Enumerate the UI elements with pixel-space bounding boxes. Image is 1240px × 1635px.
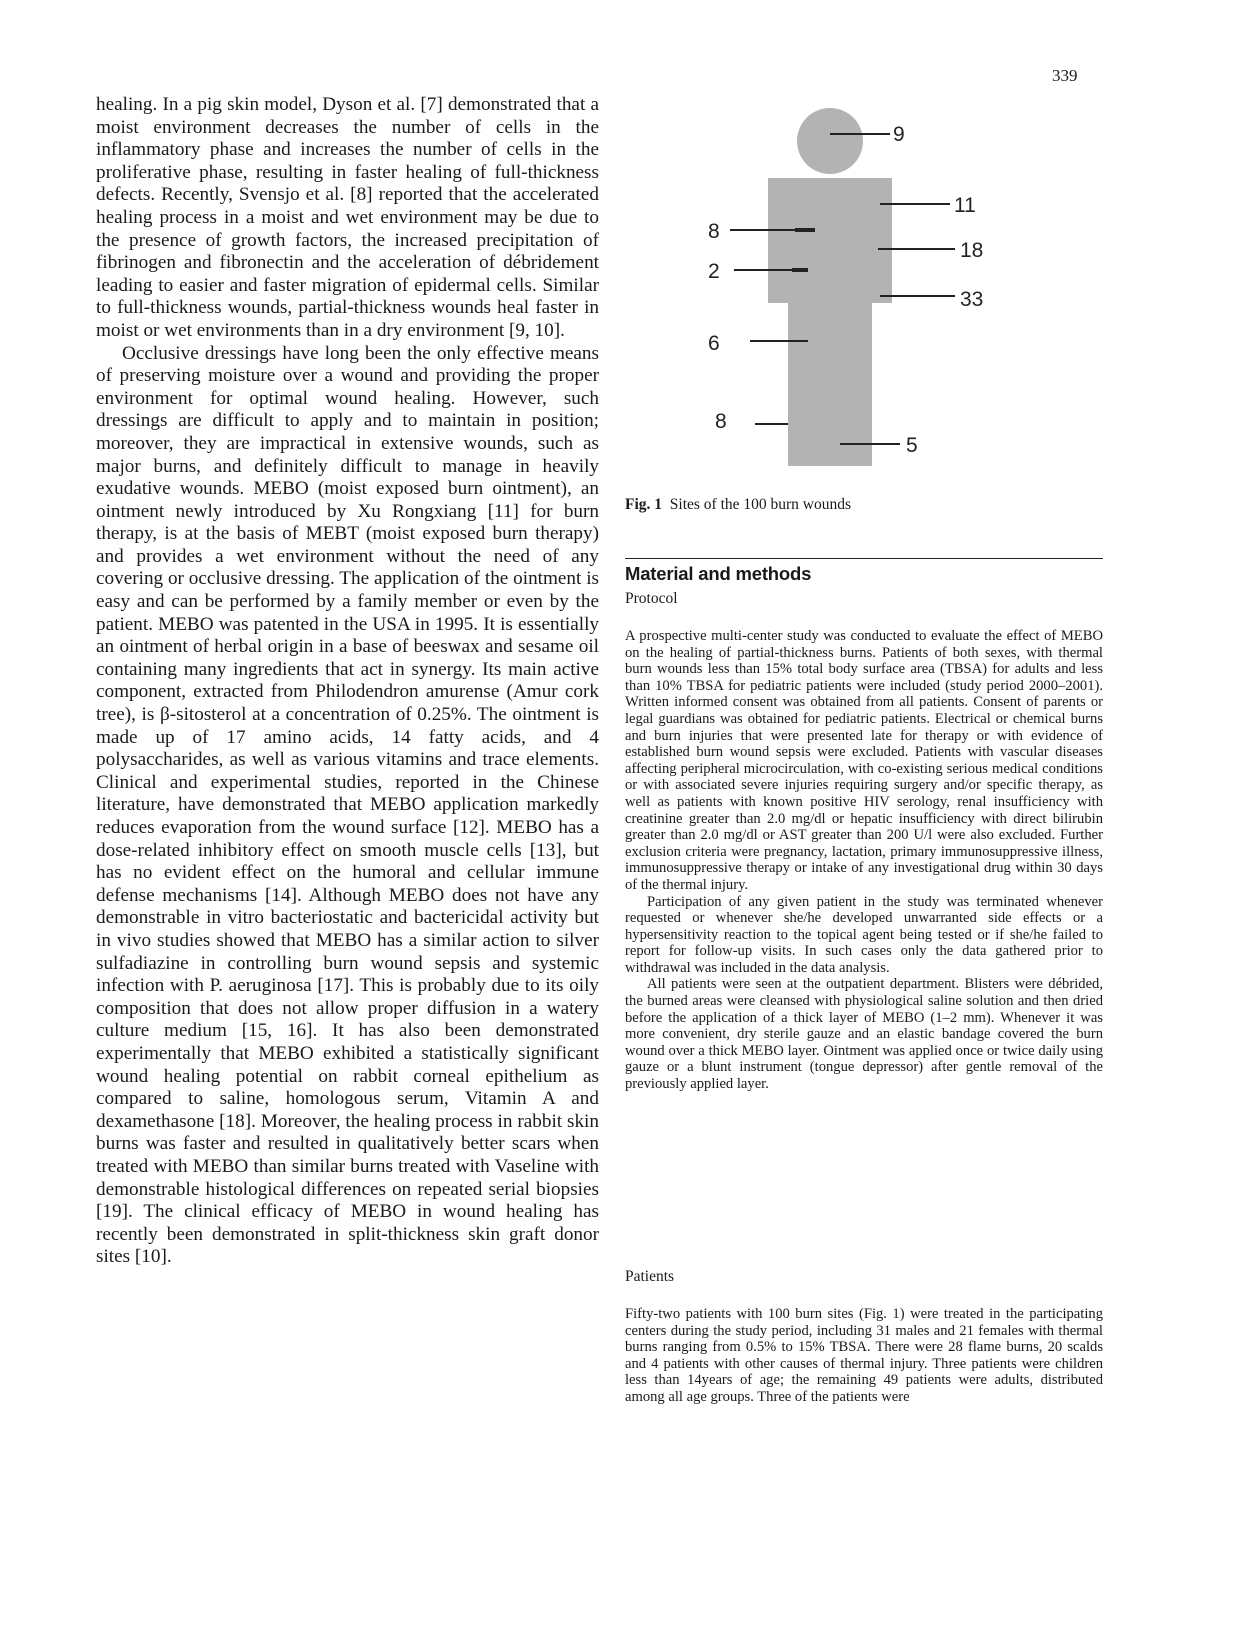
page-number: 339 xyxy=(1052,66,1078,85)
patients-text xyxy=(625,1306,1103,1406)
figure-burn-sites xyxy=(700,106,1040,476)
label-right-shoulder: 11 xyxy=(954,194,976,217)
body-paragraph: A prospective multi-center study was conducted to evaluate the effect of MEBO on the healing of partial-thickness burns. Patients of both sexes, with thermal burn wounds less than 15% total body surface area (TBSA) for adults and less than 10% TBSA for pediatric patients were included (study period 2000–2001). Written informed consent was obtained from all patients. Consent of parents or legal guardians was obtained for pediatric patients. Electrical or chemical burns and burn injuries that were presented late for therapy or with evidence of established burn wound sepsis were excluded. Patients with vascular diseases affecting peripheral microcirculation, with co-existing serious medical conditions or with associated severe injuries requiring surgery and/or specific therapy, as well as patients with known positive HIV serology, renal insufficiency with creatinine greater than 2.0 mg/dl or hepatic insufficiency with direct bilirubin greater than 2.0 mg/dl or AST greater than 200 U/l were also excluded. Further exclusion criteria were pregnancy, lactation, primary immunosuppressive illness, immunosuppressive therapy or intake of any investigational drug within 30 days of the thermal injury. xyxy=(625,628,1103,893)
label-left-leg: 8 xyxy=(715,410,727,433)
protocol-text xyxy=(625,628,1103,1093)
body-paragraph: Occlusive dressings have long been the only effective means of preserving moisture over a wound and providing the proper environment for optimal wound healing. However, such dressings are difficult to apply and to maintain in position; moreover, they are impractical in extensive wounds, such as major burns, and definitely difficult to manage in heavily exudative wounds. MEBO (moist exposed burn ointment), an ointment newly introduced by Xu Rongxiang [11] for burn therapy, is at the basis of MEBT (moist exposed burn therapy) and provides a wet environment without the need of any covering or occlusive dressing. The application of the ointment is easy and can be performed by a family member or even by the patient. MEBO was patented in the USA in 1995. It is essentially an ointment of herbal origin in a base of beeswax and sesame oil containing many ingredients that act in synergy. Its main active component, extracted from Philodendron amurense (Amur cork tree), is β-sitosterol at a concentration of 0.25%. The ointment is made up of 17 amino acids, 14 fatty acids, and 4 polysaccharides, as well as various vitamins and trace elements. Clinical and experimental studies, reported in the Chinese literature, have demonstrated that MEBO application markedly reduces evaporation from the wound surface [12]. MEBO has a dose-related inhibitory effect on smooth muscle cells [13], but has no evident effect on the humoral and cellular immune defense mechanisms [14]. Although MEBO does not have any demonstrable in vitro bacteriostatic and bactericidal activity but in vivo studies showed that MEBO has a similar action to silver sulfadiazine in controlling burn wound sepsis and systemic infection with P. aeruginosa [17]. This is probably due to its oily composition that does not allow proper diffusion in a watery culture medium [15, 16]. It has also been demonstrated experimentally that MEBO exhibited a statistically significant wound healing potential on rabbit corneal epithelium as compared to saline, homologous serum, Vitamin A and dexamethasone [18]. Moreover, the healing process in rabbit skin burns was faster and resulted in qualitatively better scars when treated with MEBO than similar burns treated with Vaseline with demonstrable histological differences on repeated serial biopsies [19]. The clinical efficacy of MEBO in wound healing has recently been demonstrated in split-thickness skin graft donor sites [10]. xyxy=(96,342,599,1268)
figure-caption-label: Fig. 1 xyxy=(625,496,663,513)
label-head: 9 xyxy=(893,123,905,146)
body-paragraph: healing. In a pig skin model, Dyson et al. [7] demonstrated that a moist environment decreases the number of cells in the inflammatory phase and increases the number of cells in the proliferative phase, resulting in faster healing of full-thickness defects. Recently, Svensjo et al. [8] reported that the accelerated healing process in a moist and wet environment may be due to the presence of growth factors, the increased precipitation of fibrinogen and fibronectin and the acceleration of débridement leading to easier and faster migration of epidermal cells. Similar to full-thickness wounds, partial-thickness wounds heal faster in moist or wet environments than in a dry environment [9, 10]. xyxy=(96,94,599,341)
body-paragraph: Fifty-two patients with 100 burn sites (Fig. 1) were treated in the participating centers during the study period, including 31 males and 21 females with thermal burns ranging from 0.5% to 15% TBSA. There were 28 flame burns, 20 scalds and 4 patients with other causes of thermal injury. Three patients were children less than 14years of age; the remaining 49 patients were adults, distributed among all age groups. Three of the patients were xyxy=(625,1306,1103,1405)
label-right-forearm: 33 xyxy=(960,288,984,311)
section-divider xyxy=(625,558,1103,559)
figure-caption xyxy=(625,496,851,514)
human-silhouette xyxy=(768,108,892,466)
subheading-patients: Patients xyxy=(625,1268,675,1285)
subheading-protocol: Protocol xyxy=(625,590,678,607)
label-left-forearm: 2 xyxy=(708,260,720,283)
figure-caption-text: Sites of the 100 burn wounds xyxy=(669,496,852,513)
label-left-thigh: 6 xyxy=(708,332,720,355)
body-silhouette-diagram xyxy=(700,106,1040,476)
label-left-upper-arm: 8 xyxy=(708,220,720,243)
label-right-foot: 5 xyxy=(906,434,918,457)
label-right-upper-arm: 18 xyxy=(960,239,984,262)
left-column xyxy=(96,94,599,1269)
body-paragraph: Participation of any given patient in the study was terminated whenever requested or whenever she/he developed unwarranted side effects or a hypersensitivity reaction to the topical agent being tested or if she/he failed to report for follow-up visits. In such cases only the data gathered prior to withdrawal was included in the data analysis. xyxy=(625,893,1103,976)
section-heading: Material and methods xyxy=(625,563,812,584)
body-paragraph: All patients were seen at the outpatient department. Blisters were débrided, the burned areas were cleansed with physiological saline solution and then dried before the application of a thick layer of MEBO (1–2 mm). Whenever it was more convenient, dry sterile gauze and an elastic bandage covered the burn wound over a thick MEBO layer. Ointment was applied once or twice daily using gauze or a blunt instrument (tongue depressor) after gentle removal of the previously applied layer. xyxy=(625,976,1103,1093)
